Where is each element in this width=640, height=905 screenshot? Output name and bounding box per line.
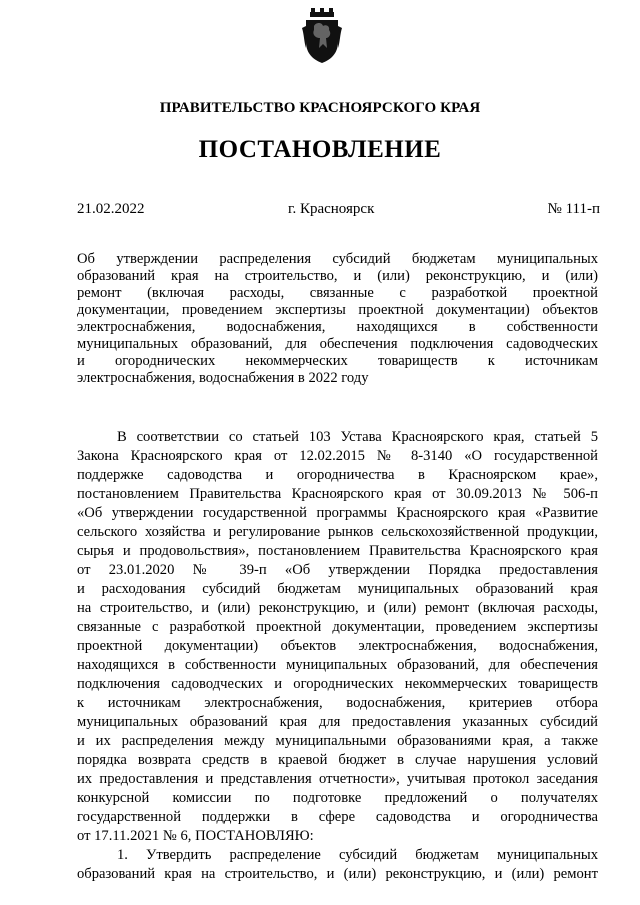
body-line: конкурсной комиссии по подготовке предложений о получателях (77, 790, 598, 806)
title-line: и огороднических некоммерческих товариществ к источникам (77, 353, 598, 369)
document-number: № 111-п (547, 201, 600, 217)
body-line: 1. Утвердить распределение субсидий бюджетам муниципальных (117, 847, 598, 863)
body-line: образований края на строительство, и (или) реконструкцию, и (или) ремонт (77, 866, 598, 882)
body-line: от 17.11.2021 № 6, ПОСТАНОВЛЯЮ: (77, 828, 314, 844)
body-line: связанные с разработкой проектной документации, проведением экспертизы (77, 619, 598, 635)
body-line: поддержке садоводства и огородничества в Красноярском крае», (77, 467, 598, 483)
body-line: проектной документации) объектов электроснабжения, водоснабжения, (77, 638, 598, 654)
body-line: Закона Красноярского края от 12.02.2015 № 8-3140 «О государственной (77, 448, 598, 464)
document-type: ПОСТАНОВЛЕНИЕ (198, 136, 442, 163)
title-line: образований края на строительство, и (или) реконструкцию, и (или) (77, 268, 598, 284)
title-line: документации, проведением экспертизы проектной документации) объектов (77, 302, 598, 318)
body-line: государственной поддержки в сфере садоводства и огородничества (77, 809, 598, 825)
body-line: сельского хозяйства и регулирование рынков сельскохозяйственной продукции, (77, 524, 598, 540)
body-line: и их распределения между муниципальными образованиями края, а также (77, 733, 598, 749)
body-line: «Об утверждении государственной программы Красноярского края «Развитие (77, 505, 598, 521)
title-line: муниципальных образований, для обеспечения подключения садоводческих (77, 336, 598, 352)
title-line: электроснабжения, водоснабжения в 2022 году (77, 370, 369, 386)
body-line: порядка возврата средств в краевой бюджет в случае нарушения условий (77, 752, 598, 768)
coat-of-arms-emblem (302, 8, 342, 64)
body-line: их предоставления и представления отчетности», учитывая протокол заседания (77, 771, 598, 787)
body-line: к источникам электроснабжения, водоснабжения, критериев отбора (77, 695, 598, 711)
title-line: ремонт (включая расходы, связанные с разработкой проектной (77, 285, 598, 301)
title-line: электроснабжения, водоснабжения, находящихся в собственности (77, 319, 598, 335)
body-line: подключения садоводческих и огороднических некоммерческих товариществ (77, 676, 598, 692)
document-city: г. Красноярск (288, 201, 375, 217)
government-name: ПРАВИТЕЛЬСТВО КРАСНОЯРСКОГО КРАЯ (159, 100, 481, 116)
body-line: постановлением Правительства Красноярского края от 30.09.2013 № 506-п (77, 486, 598, 502)
body-line: на строительство, и (или) реконструкцию, и (или) ремонт (включая расходы, (77, 600, 598, 616)
document-date: 21.02.2022 (77, 201, 145, 217)
body-line: и расходования субсидий бюджетам муниципальных образований края (77, 581, 598, 597)
body-line: муниципальных образований края для предоставления указанных субсидий (77, 714, 598, 730)
body-line: от 23.01.2020 № 39-п «Об утверждении Порядка предоставления (77, 562, 598, 578)
body-line: находящихся в собственности муниципальных образований, для обеспечения (77, 657, 598, 673)
title-line: Об утверждении распределения субсидий бюджетам муниципальных (77, 251, 598, 267)
body-line: сырья и продовольствия», постановлением Правительства Красноярского края (77, 543, 598, 559)
body-line: В соответствии со статьей 103 Устава Красноярского края, статьей 5 (117, 429, 598, 445)
